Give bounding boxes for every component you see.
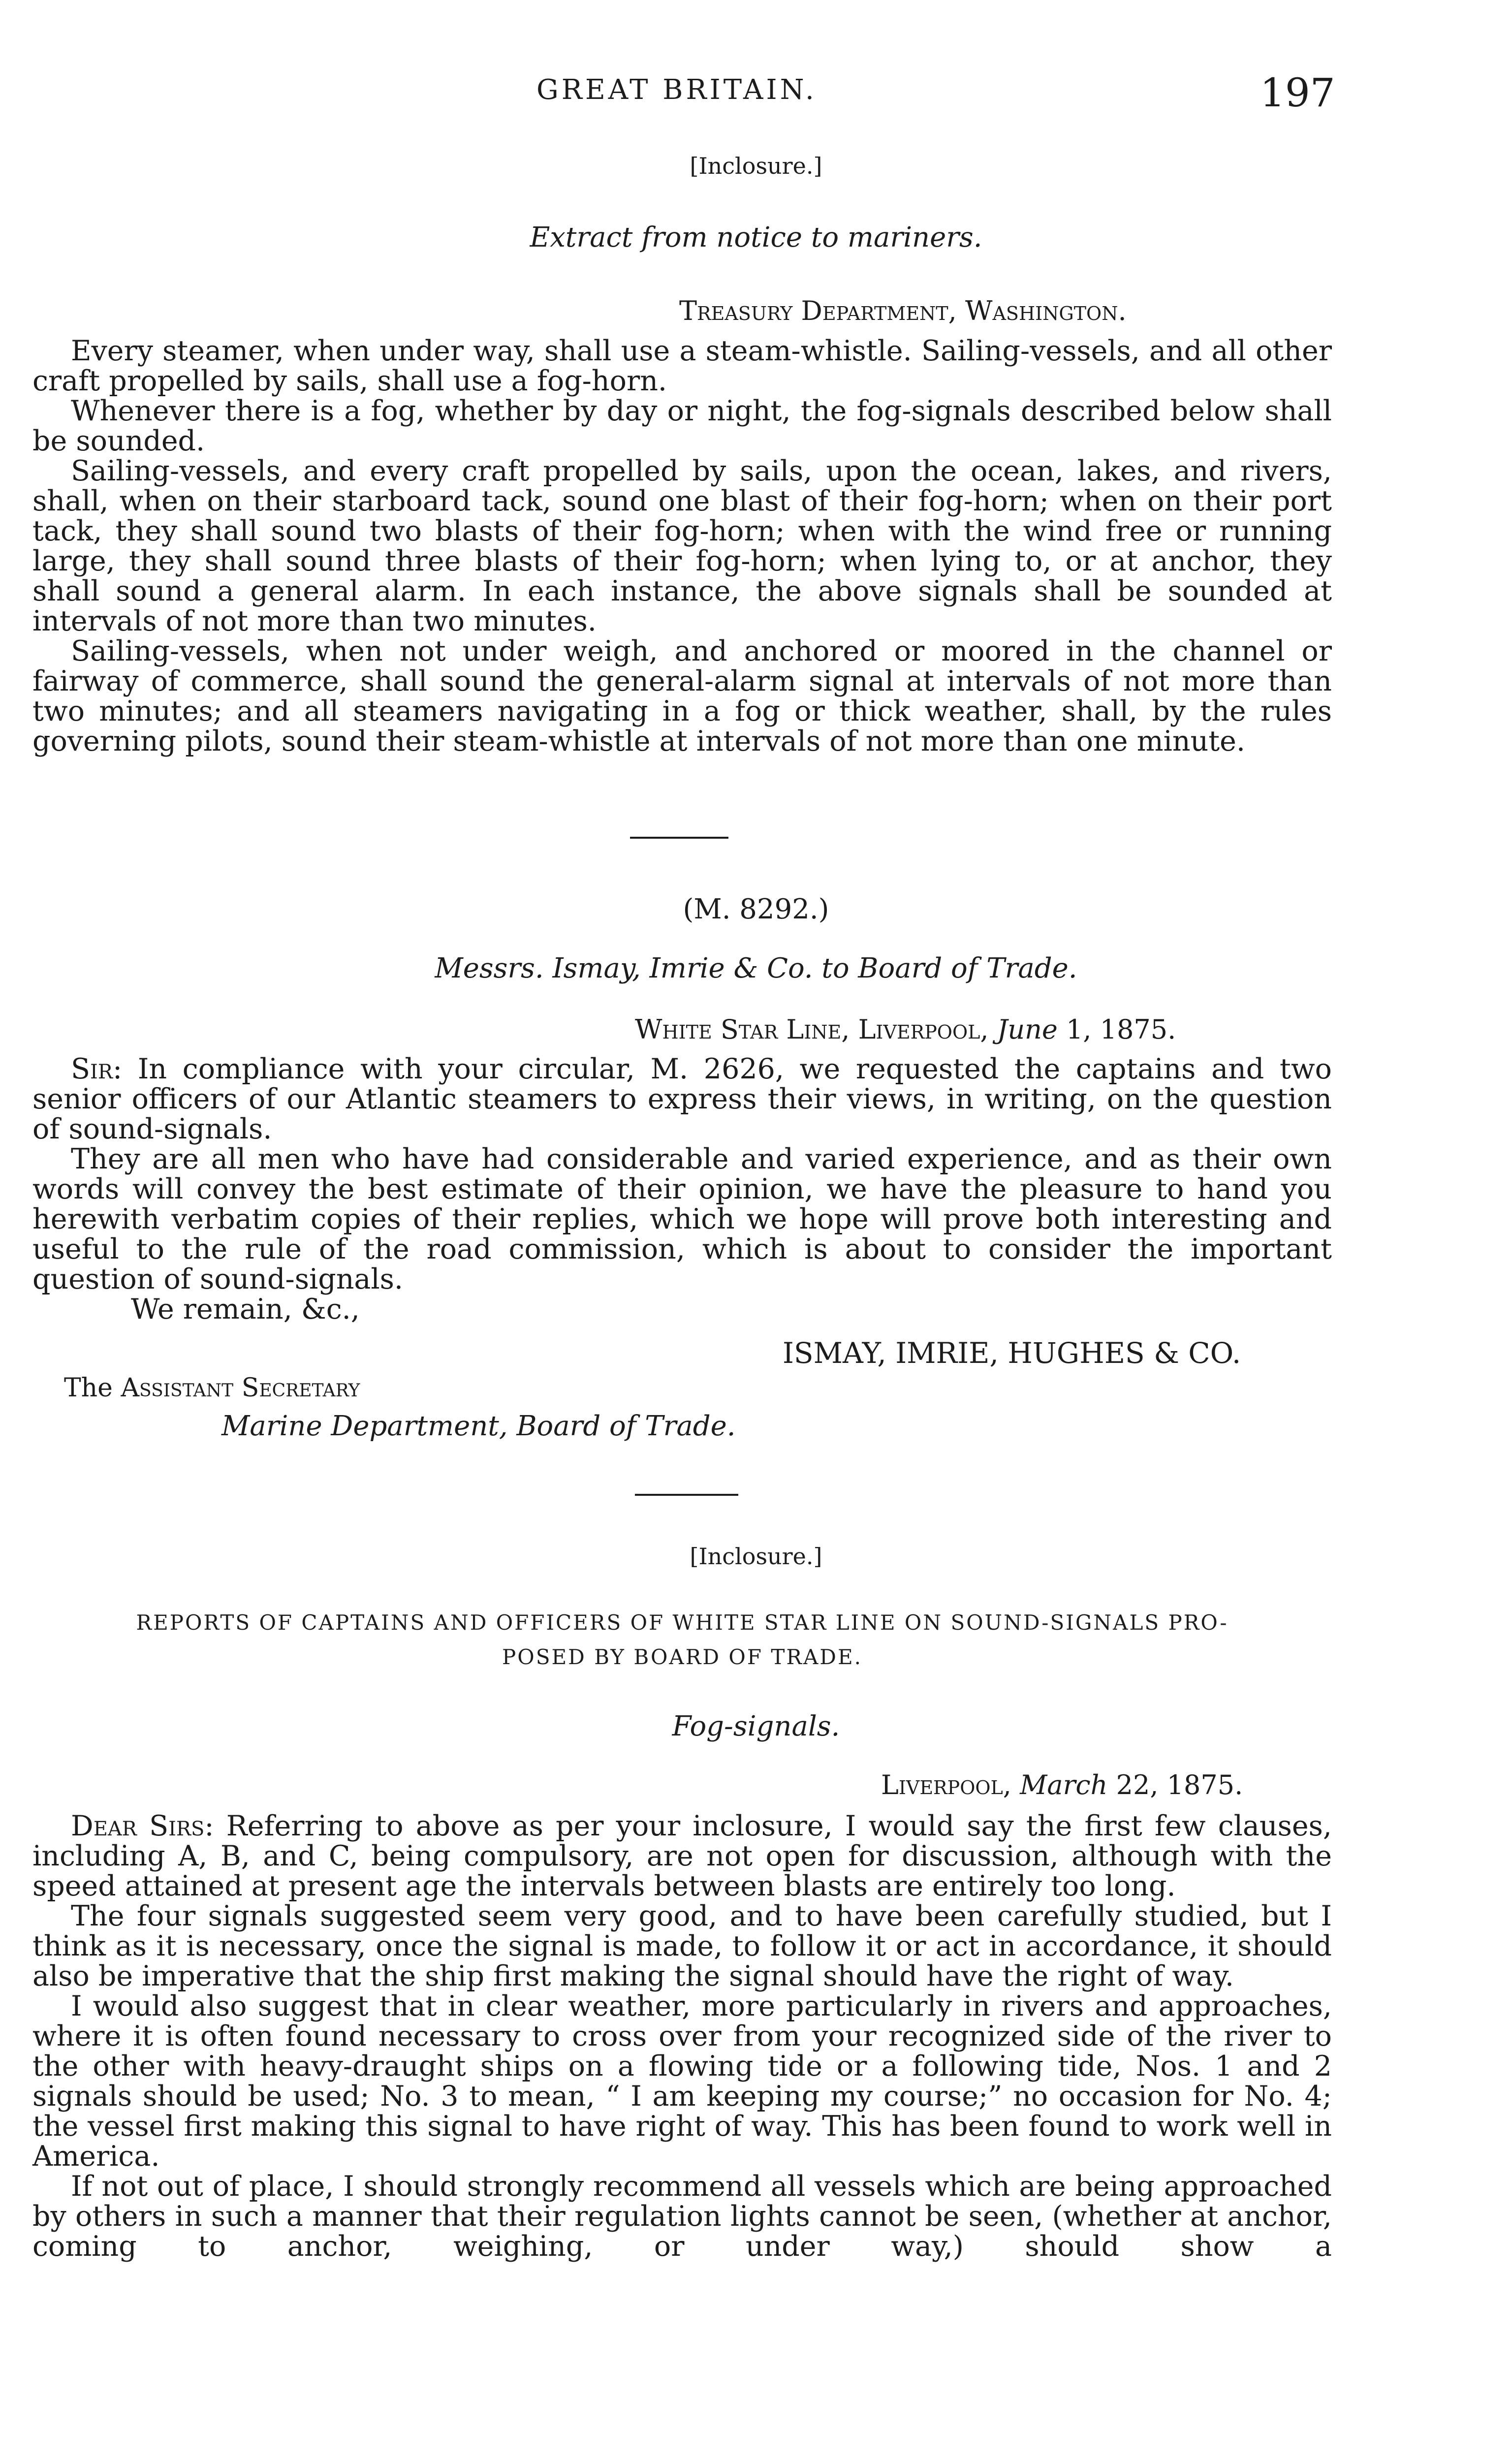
letter-title-rest: Co. to Board of Trade. [758, 952, 1077, 984]
addressee-title: Assistant Secretary [121, 1373, 360, 1403]
paragraph-text: Referring to above as per your inclosure, I would say the first few clauses, including A, B, and C, being compulsory, are not open for discussion, although with the speed attained at present age the intervals between blasts are entirely too long. [32, 1810, 1332, 1902]
addressee-department: Marine Department, Board of Trade. [221, 1410, 736, 1442]
paragraph: If not out of place, I should strongly recommend all vessels which are being approached by others in such a manner that their regulation lights cannot be seen, (whether at anchor, coming to anchor, weighing, or under way,) should show a [32, 2170, 1332, 2263]
inclosure-label: [Inclosure.] [690, 153, 822, 179]
paragraph [32, 1811, 1332, 1901]
paragraph: Whenever there is a fog, whether by day or night, the fog-signals described below shall be sounded. [32, 395, 1332, 457]
letter-dateline [635, 1014, 1176, 1045]
paragraph: The four signals suggested seem very good, and to have been carefully studied, but I think as it is necessary, once the signal is made, to follow it or act in accordance, it should also be imperative that the ship first making the signal should have the right of way. [32, 1900, 1332, 1992]
running-head: GREAT BRITAIN. [536, 74, 817, 106]
page-number: 197 [1260, 70, 1335, 116]
salutation: Dear Sirs: [71, 1810, 214, 1842]
notice-title: Extract from notice to mariners. [530, 221, 982, 253]
signature: ISMAY, IMRIE, HUGHES & CO. [783, 1336, 1241, 1370]
addressee-prefix: The [64, 1373, 121, 1403]
dateline-place: White Star Line, Liverpool, [635, 1014, 997, 1045]
addressee [64, 1373, 360, 1403]
paragraph-text: In compliance with your circular, M. 2626, we requested the captains and two senior officers of our Atlantic steamers to express their views, in writing, on the question of sound-signals. [32, 1053, 1332, 1145]
dateline-month: June [997, 1014, 1058, 1045]
reports-title: Fog-signals. [672, 1710, 840, 1742]
treasury-dateline: Treasury Department, Washington. [679, 295, 1127, 326]
paragraph: Sailing-vessels, and every craft propelled by sails, upon the ocean, lakes, and rivers, shall, when on their starboard tack, sound one blast of their fog-horn; when on their port tack, they shall sound two blasts of their fog-horn; when with the wind free or running large, they shall sound three blasts of their fog-horn; when lying to, or at anchor, they shall sound a general alarm. In each instance, the above signals shall be sounded at intervals of not more than two minutes. [32, 455, 1332, 637]
report-dateline [881, 1769, 1243, 1800]
letter-title-names: Messrs. Ismay, Imrie [435, 952, 734, 984]
letter-title [0, 952, 1512, 984]
letter-title-ampersand: & [733, 952, 758, 984]
paragraph: They are all men who have had considerable and varied experience, and as their own words will convey the best estimate of their opinion, we have the pleasure to hand you herewith verbatim copies of their replies, which we hope will prove both interesting and useful to the rule of the road commission, which is about to consider the important question of sound-signals. [32, 1143, 1332, 1295]
section-divider [635, 1494, 738, 1496]
dateline-month: March [1020, 1769, 1108, 1800]
reports-heading [32, 1606, 1332, 1674]
treasury-notice-body [32, 336, 1332, 757]
dateline-place: Liverpool, [881, 1769, 1020, 1800]
closing: We remain, &c., [131, 1293, 360, 1325]
report-body [32, 1811, 1332, 2262]
dateline-rest: 22, 1875. [1107, 1769, 1243, 1800]
reference-number: (M. 8292.) [683, 893, 829, 925]
reports-heading-line: REPORTS OF CAPTAINS AND OFFICERS OF WHITE STAR LINE ON SOUND-SIGNALS PRO- [136, 1610, 1228, 1635]
dateline-rest: 1, 1875. [1057, 1014, 1176, 1045]
salutation: Sir: [71, 1053, 123, 1085]
paragraph: Sailing-vessels, when not under weigh, and anchored or moored in the channel or fairway of commerce, shall sound the general-alarm signal at intervals of not more than two minutes; and all steamers navigating in a fog or thick weather, shall, by the rules governing pilots, sound their steam-whistle at intervals of not more than one minute. [32, 635, 1332, 757]
section-divider [630, 837, 728, 839]
paragraph [32, 1054, 1332, 1144]
paragraph: Every steamer, when under way, shall use a steam-whistle. Sailing-vessels, and all other craft propelled by sails, shall use a fog-horn. [32, 335, 1332, 397]
inclosure-label: [Inclosure.] [690, 1543, 822, 1570]
letter-body [32, 1054, 1332, 1325]
paragraph: I would also suggest that in clear weather, more particularly in rivers and approaches, where it is often found necessary to cross over from your recognized side of the river to the other with heavy-draught ships on a flowing tide or a following tide, Nos. 1 and 2 signals should be used; No. 3 to mean, “ I am keeping my course;” no occasion for No. 4; the vessel first making this signal to have right of way. This has been found to work well in America. [32, 1990, 1332, 2173]
reports-heading-line: POSED BY BOARD OF TRADE. [502, 1645, 862, 1669]
